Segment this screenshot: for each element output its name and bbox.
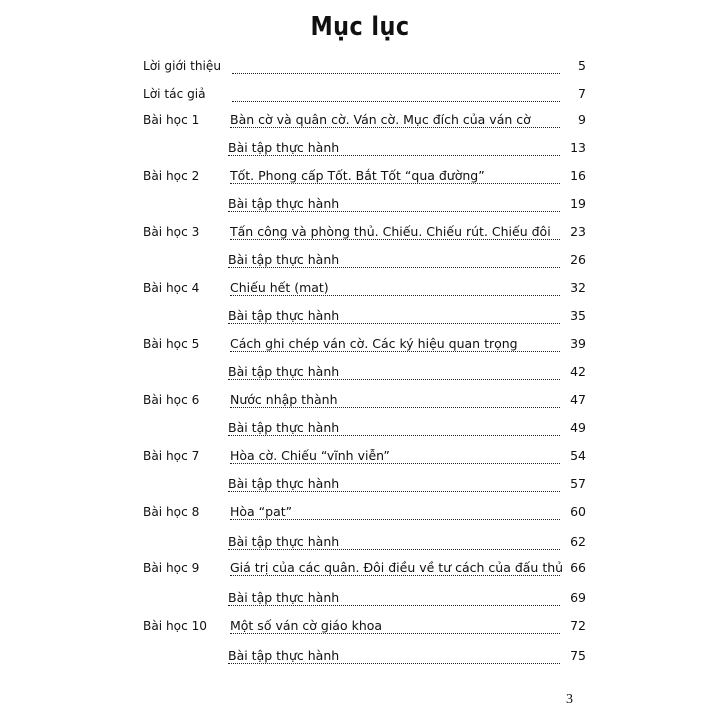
page-number: 3 — [566, 692, 573, 707]
toc-entry — [0, 58, 720, 78]
toc-dot-leader — [228, 663, 560, 664]
toc-dot-leader — [230, 351, 560, 352]
toc-lesson-label: Lời giới thiệu — [143, 58, 222, 73]
toc-entry — [0, 168, 720, 188]
toc-entry — [0, 224, 720, 244]
toc-dot-leader — [230, 575, 560, 576]
toc-page-number: 66 — [570, 560, 586, 575]
toc-dot-leader — [230, 127, 560, 128]
toc-page-number: 19 — [570, 196, 586, 211]
toc-entry — [0, 336, 720, 356]
toc-entry-title: Bài tập thực hành — [228, 590, 340, 605]
toc-lesson-label: Bài học 5 — [143, 336, 200, 351]
toc-page-number: 47 — [570, 392, 586, 407]
toc-page-number: 16 — [570, 168, 586, 183]
toc-page-number: 39 — [570, 336, 586, 351]
toc-entry-title: Chiếu hết (mat) — [230, 280, 329, 295]
toc-dot-leader — [232, 73, 560, 74]
toc-lesson-label: Lời tác giả — [143, 86, 206, 101]
toc-dot-leader — [232, 101, 560, 102]
toc-entry — [0, 420, 720, 440]
toc-dot-leader — [228, 323, 560, 324]
toc-entry-title: Hòa “pat” — [230, 504, 293, 519]
toc-entry — [0, 112, 720, 132]
toc-entry-title: Giá trị của các quân. Đôi điều về tư cách của đấu thủ — [230, 560, 564, 575]
toc-dot-leader — [228, 435, 560, 436]
toc-page-number: 49 — [570, 420, 586, 435]
toc-entry — [0, 534, 720, 554]
toc-page-number: 5 — [578, 58, 586, 73]
toc-page-number: 13 — [570, 140, 586, 155]
toc-entry-title: Tấn công và phòng thủ. Chiếu. Chiếu rút. Chiếu đôi — [230, 224, 551, 239]
toc-dot-leader — [230, 295, 560, 296]
toc-entry — [0, 618, 720, 638]
toc-page-number: 35 — [570, 308, 586, 323]
toc-dot-leader — [230, 183, 560, 184]
toc-entry — [0, 560, 720, 580]
toc-entry-title: Bài tập thực hành — [228, 364, 340, 379]
toc-page-number: 62 — [570, 534, 586, 549]
toc-entry-title: Nước nhập thành — [230, 392, 338, 407]
toc-entry — [0, 392, 720, 412]
toc-lesson-label: Bài học 9 — [143, 560, 200, 575]
toc-entry — [0, 308, 720, 328]
toc-dot-leader — [230, 407, 560, 408]
toc-entry — [0, 504, 720, 524]
toc-entry-title: Tốt. Phong cấp Tốt. Bắt Tốt “qua đường” — [230, 168, 485, 183]
toc-entry-title: Bài tập thực hành — [228, 308, 340, 323]
toc-entry — [0, 86, 720, 106]
toc-entry — [0, 140, 720, 160]
toc-dot-leader — [228, 605, 560, 606]
toc-page-number: 7 — [578, 86, 586, 101]
toc-page-number: 57 — [570, 476, 586, 491]
toc-entry-title: Bài tập thực hành — [228, 534, 340, 549]
toc-page-number: 42 — [570, 364, 586, 379]
toc-dot-leader — [228, 267, 560, 268]
toc-dot-leader — [230, 239, 560, 240]
toc-entry-title: Bài tập thực hành — [228, 648, 340, 663]
toc-page-number: 75 — [570, 648, 586, 663]
toc-dot-leader — [228, 155, 560, 156]
toc-lesson-label: Bài học 1 — [143, 112, 200, 127]
toc-entry-title: Một số ván cờ giáo khoa — [230, 618, 383, 633]
toc-entry — [0, 590, 720, 610]
toc-page-number: 23 — [570, 224, 586, 239]
toc-page-number: 72 — [570, 618, 586, 633]
toc-dot-leader — [228, 211, 560, 212]
toc-lesson-label: Bài học 7 — [143, 448, 200, 463]
toc-entry — [0, 252, 720, 272]
toc-dot-leader — [230, 633, 560, 634]
toc-entry-title: Bài tập thực hành — [228, 140, 340, 155]
toc-lesson-label: Bài học 4 — [143, 280, 200, 295]
toc-entry — [0, 448, 720, 468]
toc-page-number: 60 — [570, 504, 586, 519]
toc-dot-leader — [230, 463, 560, 464]
toc-lesson-label: Bài học 3 — [143, 224, 200, 239]
toc-entry-title: Bài tập thực hành — [228, 476, 340, 491]
toc-dot-leader — [228, 379, 560, 380]
toc-lesson-label: Bài học 10 — [143, 618, 208, 633]
toc-lesson-label: Bài học 6 — [143, 392, 200, 407]
toc-dot-leader — [230, 519, 560, 520]
toc-entry-title: Hòa cờ. Chiếu “vĩnh viễn” — [230, 448, 390, 463]
toc-lesson-label: Bài học 8 — [143, 504, 200, 519]
toc-entry-title: Bài tập thực hành — [228, 420, 340, 435]
toc-page-number: 54 — [570, 448, 586, 463]
toc-entry — [0, 476, 720, 496]
toc-page-number: 9 — [578, 112, 586, 127]
toc-page-number: 26 — [570, 252, 586, 267]
toc-title: Mục lục — [310, 12, 410, 42]
toc-entry — [0, 648, 720, 668]
toc-entry — [0, 280, 720, 300]
toc-page-number: 32 — [570, 280, 586, 295]
toc-dot-leader — [228, 549, 560, 550]
toc-lesson-label: Bài học 2 — [143, 168, 200, 183]
toc-entry-title: Bài tập thực hành — [228, 252, 340, 267]
toc-entry-title: Bài tập thực hành — [228, 196, 340, 211]
toc-page-number: 69 — [570, 590, 586, 605]
toc-dot-leader — [228, 491, 560, 492]
toc-entry-title: Bàn cờ và quân cờ. Ván cờ. Mục đích của ván cờ — [230, 112, 531, 127]
toc-entry — [0, 196, 720, 216]
toc-entry — [0, 364, 720, 384]
toc-entry-title: Cách ghi chép ván cờ. Các ký hiệu quan trọng — [230, 336, 518, 351]
